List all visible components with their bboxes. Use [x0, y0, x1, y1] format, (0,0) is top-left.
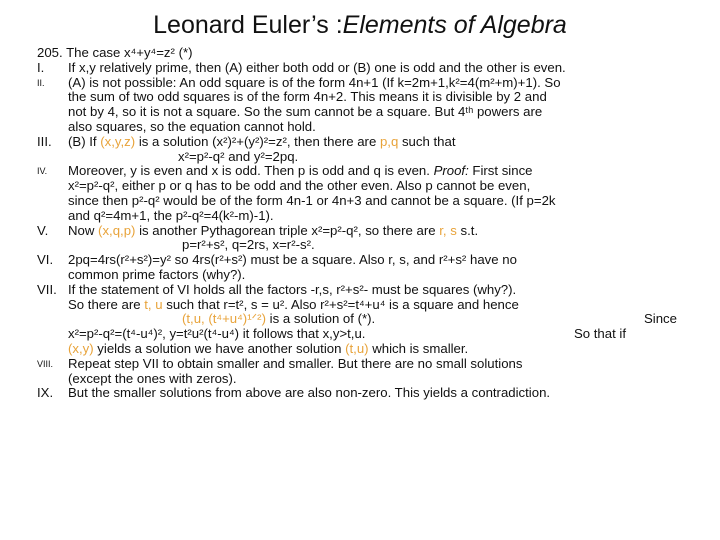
list-item-7	[37, 283, 677, 357]
list-item-2	[37, 76, 677, 135]
item-line: (A) is not possible: An odd square is of the form 4n+1 (If k=2m+1,k²=4(m²+m)+1). So	[68, 74, 561, 90]
text-run: x²=p²-q²=(t⁴-u⁴)², y=t²u²(t⁴-u⁴) it follows that x,y>t,u.	[68, 326, 366, 342]
text-run: such that r=t², s = u². Also r²+s²=t⁴+u⁴ is a square and hence	[162, 296, 519, 312]
section-heading: 205. The case x⁴+y⁴=z² (*)	[37, 45, 193, 60]
title-main: Leonard Euler’s :	[153, 11, 343, 39]
item-line: common prime factors (why?).	[68, 266, 246, 282]
text-run: s.t.	[456, 222, 479, 238]
highlight-text: t, u	[144, 296, 163, 312]
item-number: VI.	[37, 252, 54, 268]
item-line: not by 4, so it is not a square. So the sum cannot be a square. But 4ᵗʰ powers are	[68, 104, 543, 120]
item-line: If the statement of VI holds all the factors -r,s, r²+s²- must be squares (why?).	[68, 281, 517, 297]
item-line: the sum of two odd squares is of the form 4n+2. This means it is divisible by 2 and	[68, 89, 547, 105]
list-item-4	[37, 164, 677, 223]
highlight-text: (x,q,p)	[98, 222, 136, 238]
item-line: (except the ones with zeros).	[68, 370, 237, 386]
item-line	[68, 135, 677, 150]
highlight-text: (t,u, (t⁴+u⁴)¹ᐟ²)	[182, 311, 266, 327]
highlight-text: r, s	[439, 222, 457, 238]
slide-body	[37, 46, 677, 401]
highlight-text: (x,y)	[68, 340, 94, 356]
item-line	[68, 224, 677, 239]
item-line: x²=p²-q² and y²=2pq.	[178, 148, 299, 164]
item-line: Repeat step VII to obtain smaller and smaller. But there are no small solutions	[68, 355, 523, 371]
item-number: VIII.	[37, 358, 54, 369]
item-number: I.	[37, 59, 45, 75]
text-run: such that	[398, 133, 456, 149]
item-line	[68, 327, 626, 342]
text-run: is a solution (x²)²+(y²)²=z², then there are	[135, 133, 380, 149]
list-item-9	[37, 386, 677, 401]
text-run: is a solution of (*).	[265, 311, 376, 327]
highlight-text: (t,u)	[345, 340, 369, 356]
item-number: IX.	[37, 385, 54, 401]
text-run: Since	[644, 311, 677, 327]
text-run: (B) If	[68, 133, 101, 149]
title-italic: Elements of Algebra	[342, 11, 567, 39]
emphasis-text: Proof:	[433, 163, 469, 179]
item-line	[68, 164, 677, 179]
list-item-6	[37, 253, 677, 283]
item-line: 2pq=4rs(r²+s²)=y² so 4rs(r²+s²) must be a square. Also r, s, and r²+s² have no	[68, 252, 517, 268]
list-item-8	[37, 357, 677, 387]
text-run: First since	[468, 163, 533, 179]
item-number: II.	[37, 77, 45, 88]
slide-title	[0, 10, 720, 40]
text-run: So there are	[68, 296, 145, 312]
list-item-5	[37, 224, 677, 254]
text-run: So that if	[573, 326, 626, 342]
item-line	[68, 342, 677, 357]
item-line: But the smaller solutions from above are also non-zero. This yields a contradiction.	[68, 385, 551, 401]
highlight-text: p,q	[379, 133, 399, 149]
item-line: and q²=4m+1, the p²-q²=4(k²-m)-1).	[68, 207, 274, 223]
item-number: V.	[37, 222, 49, 238]
item-line: also squares, so the equation cannot hold.	[68, 118, 316, 134]
text-run: which is smaller.	[368, 340, 469, 356]
item-line: x²=p²-q², either p or q has to be odd and the other even. Also p cannot be even,	[68, 178, 531, 194]
item-line: If x,y relatively prime, then (A) either both odd or (B) one is odd and the other is even.	[68, 59, 566, 75]
list-item-1	[37, 61, 677, 76]
text-run: Now	[68, 222, 99, 238]
item-line: since then p²-q² would be of the form 4n-1 or 4n+3 and cannot be a square. (If p=2k	[68, 192, 556, 208]
item-number: VII.	[37, 281, 57, 297]
item-number: IV.	[37, 166, 48, 177]
text-run: Moreover, y is even and x is odd. Then p is odd and q is even.	[68, 163, 434, 179]
item-line: p=r²+s², q=2rs, x=r²-s².	[182, 237, 315, 253]
highlight-text: (x,y,z)	[100, 133, 136, 149]
item-line	[68, 312, 677, 327]
text-run: yields a solution we have another solution	[93, 340, 346, 356]
item-number: III.	[37, 133, 52, 149]
list-item-3	[37, 135, 677, 165]
item-line	[68, 298, 677, 313]
text-run: is another Pythagorean triple x²=p²-q², so there are	[135, 222, 440, 238]
